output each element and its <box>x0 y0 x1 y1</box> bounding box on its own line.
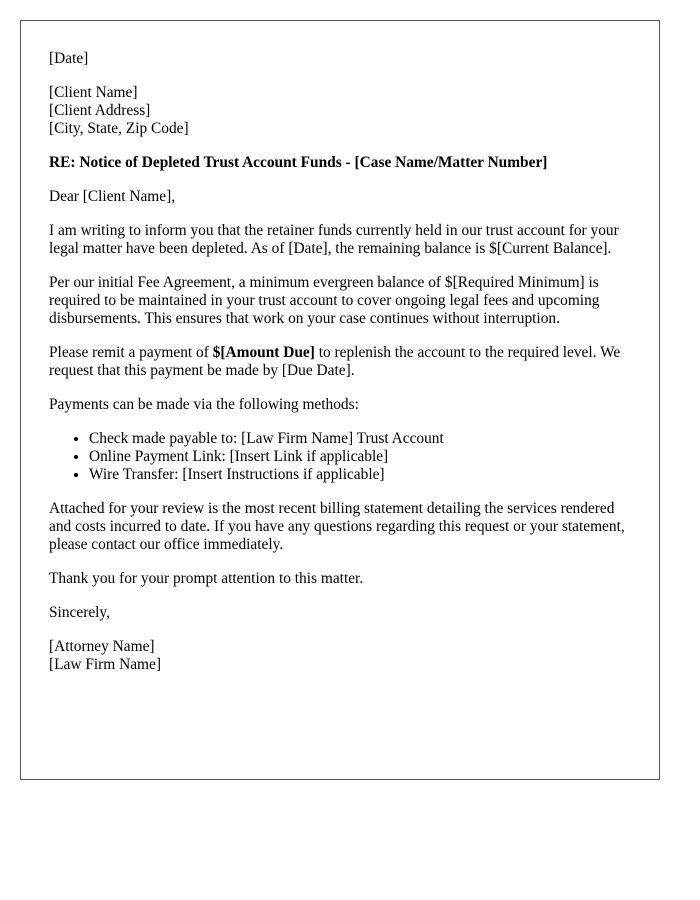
payment-methods-list <box>49 430 631 484</box>
payments-intro: Payments can be made via the following methods: <box>49 396 359 413</box>
attorney-name: [Attorney Name] <box>49 638 155 655</box>
payment-request-suffix: to replenish the account to the required level. We request that this payment be made by [Due Date]. <box>49 344 621 379</box>
paragraph-balance-notice: I am writing to inform you that the retainer funds currently held in our trust account for your legal matter have been depleted. As of [Date], the remaining balance is $[Current Balance]. <box>49 222 619 257</box>
law-firm-name: [Law Firm Name] <box>49 656 161 673</box>
letter-date: [Date] <box>49 50 89 67</box>
payment-method-wire-transfer: • Wire Transfer: [Insert Instructions if applicable] <box>89 466 631 484</box>
paragraph-fee-agreement: Per our initial Fee Agreement, a minimum evergreen balance of $[Required Minimum] is required to be maintained in your trust account to cover ongoing legal fees and upcoming disbursements. This ensures that work on your case continues without interruption. <box>49 274 600 327</box>
paragraph-payment-request <box>49 344 631 380</box>
client-address: [Client Address] <box>49 102 151 119</box>
thanks-line: Thank you for your prompt attention to this matter. <box>49 570 364 587</box>
payment-request-prefix: Please remit a payment of <box>49 344 213 361</box>
payment-method-check: • Check made payable to: [Law Firm Name] Trust Account <box>89 430 631 448</box>
payment-method-online-link: • Online Payment Link: [Insert Link if applicable] <box>89 448 631 466</box>
subject-line: RE: Notice of Depleted Trust Account Funds - [Case Name/Matter Number] <box>49 154 548 171</box>
client-city-state-zip: [City, State, Zip Code] <box>49 120 189 137</box>
closing: Sincerely, <box>49 604 110 621</box>
client-address-block <box>49 84 631 138</box>
client-name: [Client Name] <box>49 84 138 101</box>
signature-block <box>49 638 631 674</box>
paragraph-billing-statement: Attached for your review is the most recent billing statement detailing the services rendered and costs incurred to date. If you have any questions regarding this request or your statement, please contact our office immediately. <box>49 500 625 553</box>
amount-due: $[Amount Due] <box>212 344 315 361</box>
salutation: Dear [Client Name], <box>49 188 176 205</box>
letter-page <box>20 20 660 780</box>
